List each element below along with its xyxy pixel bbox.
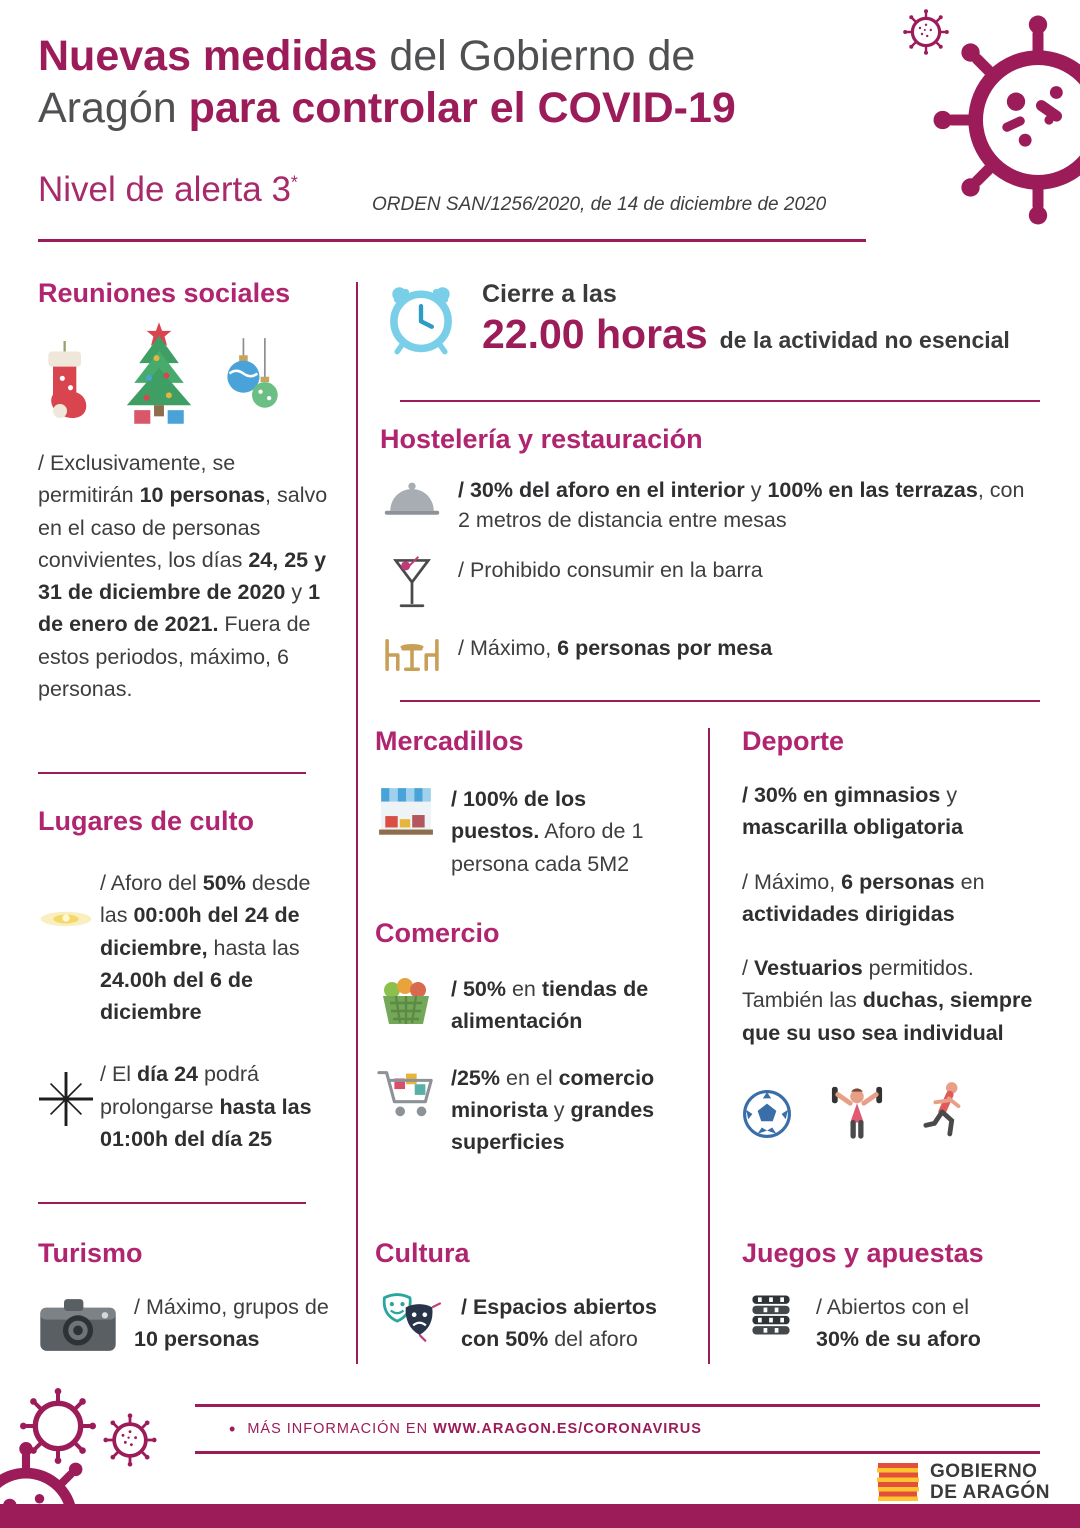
section-deporte <box>742 726 1042 1139</box>
title-accent-1: Nuevas medidas <box>38 32 378 80</box>
comercio-rule-1: / 50% en tiendas de alimentación <box>451 977 649 1034</box>
header-divider <box>38 239 866 242</box>
deporte-title: Deporte <box>742 726 845 756</box>
footer-bullet: • <box>229 1418 236 1439</box>
camera-icon <box>38 1297 118 1353</box>
reuniones-body: / Exclusivamente, se permitirán 10 personas, salvo en el caso de personas convivientes, los días 24, 25 y 31 de diciembre de 2020 y 1 de enero de 2021. Fuera de estos periodos, máximo, 6 personas. <box>38 451 328 701</box>
section-mercadillos <box>375 726 687 880</box>
runner-icon <box>922 1079 968 1139</box>
shopping-cart-icon <box>375 1064 437 1120</box>
footer-info-bar <box>195 1404 1040 1454</box>
comercio-title: Comercio <box>375 918 500 948</box>
juegos-rule-1: / Abiertos con el 30% de su aforo <box>816 1295 981 1352</box>
footer-info-text: MÁS INFORMACIÓN EN WWW.ARAGON.ES/CORONAVIRUS <box>247 1421 702 1437</box>
title-accent-2: para controlar el COVID-19 <box>188 84 736 133</box>
title-gray-2: Aragón <box>38 84 189 133</box>
mercadillos-title: Mercadillos <box>375 726 524 756</box>
serving-cloche-icon <box>380 475 444 521</box>
title-gray-1: del Gobierno de <box>377 32 696 80</box>
divider <box>400 400 1040 402</box>
vertical-divider <box>708 728 710 1364</box>
comercio-rule-2: /25% en el comercio minorista y grandes superficies <box>451 1065 655 1154</box>
coronavirus-icon <box>102 1412 158 1468</box>
bottom-color-bar <box>0 1504 1080 1528</box>
section-reuniones-sociales <box>38 278 336 705</box>
section-lugares-de-culto <box>38 806 338 1155</box>
candle-glow-icon <box>38 901 94 937</box>
hosteleria-rule-1: / 30% del aforo en el interior y 100% en las terrazas, con 2 metros de distancia entre mesas <box>458 478 1025 533</box>
section-comercio <box>375 918 687 1158</box>
culto-rule-2: / El día 24 podrá prolongarse hasta las 01:00h del día 25 <box>100 1062 312 1151</box>
deporte-rule-2: / Máximo, 6 personas en actividades dirigidas <box>742 869 985 926</box>
weightlifter-icon <box>830 1079 884 1139</box>
alert-level: Nivel de alerta 3* <box>38 170 298 209</box>
section-cultura <box>375 1238 695 1356</box>
christmas-tree-icon <box>114 321 204 425</box>
cocktail-glass-icon <box>380 555 444 613</box>
vertical-divider <box>356 282 358 1364</box>
market-stall-icon <box>375 787 437 841</box>
christmas-stocking-icon <box>38 341 96 425</box>
footer-url: WWW.ARAGON.ES/CORONAVIRUS <box>433 1421 702 1437</box>
turismo-rule-1: / Máximo, grupos de 10 personas <box>134 1295 329 1352</box>
cierre-text <box>482 278 1010 358</box>
deporte-rule-1: / 30% en gimnasios y mascarilla obligatoria <box>742 783 964 840</box>
mercadillos-rule-1: / 100% de los puestos. Aforo de 1 persona cada 5M2 <box>451 787 644 876</box>
section-hosteleria <box>380 424 1040 677</box>
poker-chips-icon <box>742 1291 800 1339</box>
divider <box>38 1202 306 1204</box>
soccer-ball-icon <box>742 1089 792 1139</box>
sport-icons-row <box>742 1079 1042 1139</box>
divider <box>400 700 1040 702</box>
logo-text: GOBIERNO DE ARAGÓN <box>930 1461 1050 1503</box>
christmas-icons-row <box>38 321 336 425</box>
cierre-line-1: Cierre a las <box>482 280 617 308</box>
turismo-title: Turismo <box>38 1238 143 1268</box>
cierre-time: 22.00 horas <box>482 311 708 357</box>
gobierno-aragon-logo <box>876 1462 1050 1504</box>
section-turismo <box>38 1238 348 1356</box>
deporte-rule-3: / Vestuarios permitidos. También las duchas, siempre que su uso sea individual <box>742 956 1033 1045</box>
alarm-clock-icon <box>382 278 460 356</box>
divider <box>38 772 306 774</box>
coronavirus-icon <box>928 10 1080 230</box>
section-cierre <box>382 278 1040 358</box>
culto-rule-1: / Aforo del 50% desde las 00:00h del 24 de diciembre, hasta las 24.00h del 6 de diciembre <box>100 871 311 1024</box>
christmas-baubles-icon <box>222 337 282 425</box>
order-reference: ORDEN SAN/1256/2020, de 14 de diciembre de 2020 <box>372 194 827 215</box>
grocery-basket-icon <box>375 975 437 1027</box>
hosteleria-title: Hostelería y restauración <box>380 424 703 454</box>
table-and-chairs-icon <box>380 633 444 677</box>
reuniones-title: Reuniones sociales <box>38 278 291 308</box>
cultura-title: Cultura <box>375 1238 470 1268</box>
sparkle-star-icon <box>38 1072 94 1126</box>
juegos-title: Juegos y apuestas <box>742 1238 984 1268</box>
culto-title: Lugares de culto <box>38 806 255 836</box>
hosteleria-rule-3: / Máximo, 6 personas por mesa <box>458 636 773 661</box>
alert-asterisk: * <box>290 172 298 193</box>
cultura-rule-1: / Espacios abiertos con 50% del aforo <box>461 1295 657 1352</box>
hosteleria-rule-2: / Prohibido consumir en la barra <box>458 558 763 583</box>
page-title <box>38 30 888 135</box>
cierre-suffix: de la actividad no esencial <box>719 327 1010 353</box>
theater-masks-icon <box>375 1291 447 1347</box>
section-juegos-apuestas <box>742 1238 1042 1356</box>
aragon-flag-icon <box>876 1462 920 1504</box>
